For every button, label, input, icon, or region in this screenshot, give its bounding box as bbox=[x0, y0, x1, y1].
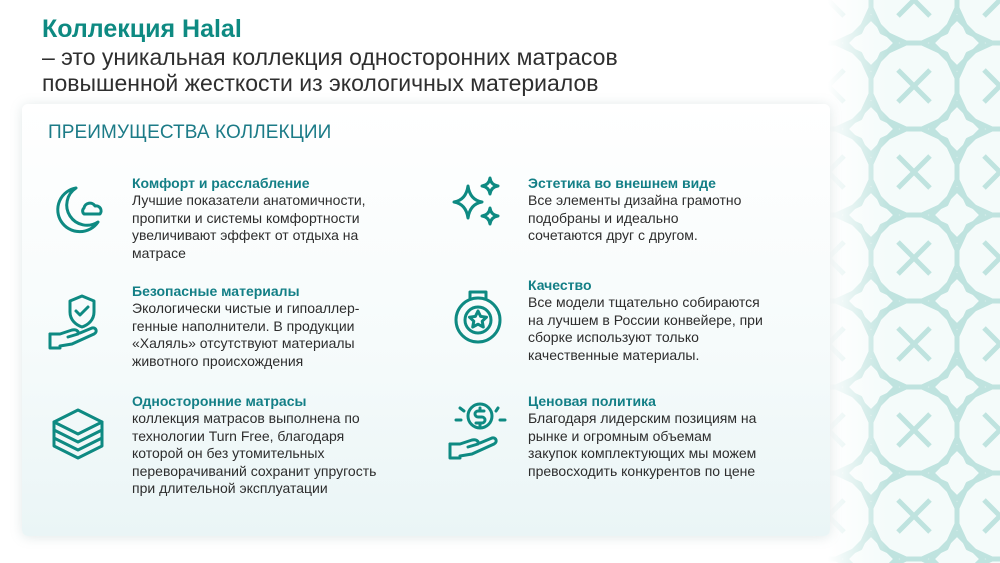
feature-title: Односторонние матрасы bbox=[132, 393, 307, 409]
feature-title: Комфорт и расслабление bbox=[132, 175, 310, 191]
page-subtitle-line-1: – это уникальная коллекция односторонних матрасов bbox=[42, 44, 618, 70]
feature-comfort bbox=[46, 174, 436, 264]
feature-description: Благодаря лидерским позициям на рынке и огромным объемам закупок комплектующих мы можем превосходить конкурентов по цене bbox=[528, 410, 757, 479]
feature-title: Качество bbox=[528, 277, 592, 293]
feature-quality bbox=[446, 276, 806, 376]
dollar-hand-icon bbox=[446, 398, 510, 462]
feature-description: Экологически чистые и гипоаллер- генные наполнители. В продукции «Халяль» отсутствуют материалы животного происхождения bbox=[132, 300, 360, 369]
feature-aesthetics bbox=[446, 174, 806, 264]
feature-description: коллекция матрасов выполнена по технологии Turn Free, благодаря которой он без утомительных переворачиваний сохранит упругость при длительной эксплуатации bbox=[132, 410, 377, 496]
feature-description: Все модели тщательно собираются на лучшем в России конвейере, при сборке используют только качественные материалы. bbox=[528, 294, 763, 363]
page-title: Коллекция Halal bbox=[42, 15, 242, 43]
feature-description: Все элементы дизайна грамотно подобраны и идеально сочетаются друг с другом. bbox=[528, 192, 742, 243]
feature-title: Безопасные материалы bbox=[132, 283, 300, 299]
feature-one-sided bbox=[46, 392, 446, 502]
feature-pricing bbox=[446, 392, 816, 492]
shield-hand-icon bbox=[46, 290, 110, 354]
title-block bbox=[42, 14, 822, 96]
feature-title: Ценовая политика bbox=[528, 393, 656, 409]
page-subtitle-line-2: повышенной жесткости из экологичных материалов bbox=[42, 70, 599, 96]
feature-safe-materials bbox=[46, 282, 436, 372]
moon-cloud-icon bbox=[46, 178, 110, 242]
advantages-card bbox=[22, 104, 830, 536]
card-heading: ПРЕИМУЩЕСТВА КОЛЛЕКЦИИ bbox=[48, 122, 332, 143]
feature-description: Лучшие показатели анатомичности, пропитки и системы комфортности увеличивают эффект от отдыха на матрасе bbox=[132, 192, 366, 261]
quality-medal-icon bbox=[446, 282, 510, 346]
feature-title: Эстетика во внешнем виде bbox=[528, 175, 716, 191]
sparkles-icon bbox=[446, 172, 510, 236]
decorative-pattern bbox=[828, 0, 1000, 563]
layers-icon bbox=[46, 402, 110, 466]
